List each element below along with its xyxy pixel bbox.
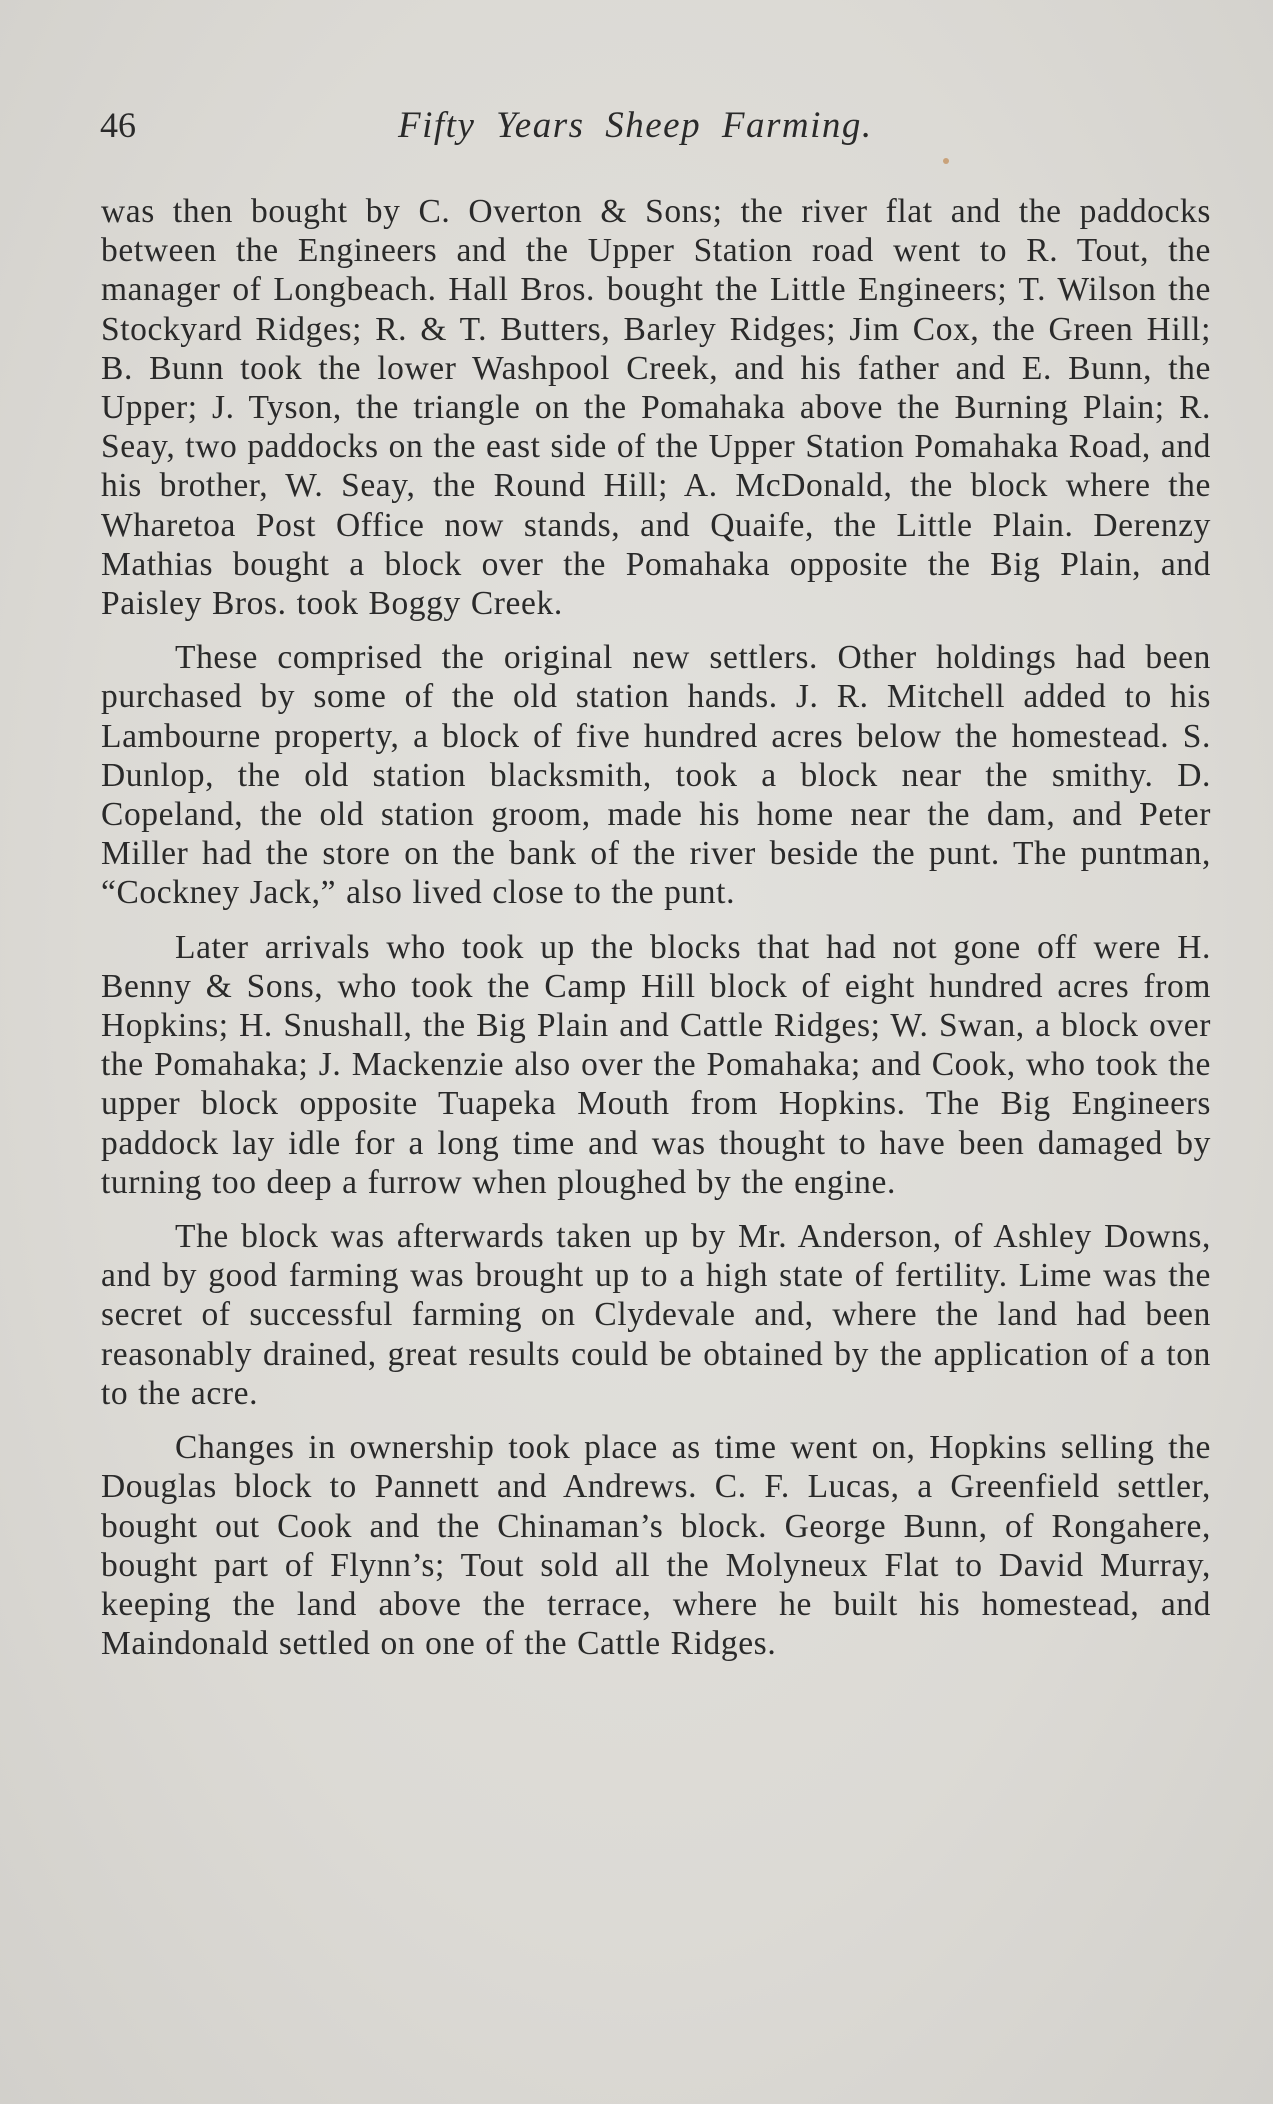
page-number: 46 [100, 105, 136, 145]
paragraph-4: The block was afterwards taken up by Mr. Anderson, of Ashley Downs, and by good farming was brought up to a high state of fertility. Lime was the secret of successful farming on Clydevale and, where the land had been reasonably drained, great results could be obtained by the application of a ton to the acre. [101, 1218, 1211, 1412]
paragraph-5: Changes in ownership took place as time went on, Hopkins selling the Douglas block to Pannett and Andrews. C. F. Lucas, a Greenfield settler, bought out Cook and the Chinaman’s block. George Bunn, of Rongahere, bought part of Flynn’s; Tout sold all the Molyneux Flat to David Murray, keeping the land above the terrace, where he built his homestead, and Maindonald settled on one of the Cattle Ridges. [101, 1429, 1211, 1663]
running-head: Fifty Years Sheep Farming. [398, 105, 873, 146]
paragraph-3: Later arrivals who took up the blocks that had not gone off were H. Benny & Sons, who took the Camp Hill block of eight hundred acres from Hopkins; H. Snushall, the Big Plain and Cattle Ridges; W. Swan, a block over the Pomahaka; J. Mackenzie also over the Pomahaka; and Cook, who took the upper block opposite Tuapeka Mouth from Hopkins. The Big Engineers paddock lay idle for a long time and was thought to have been damaged by turning too deep a furrow when ploughed by the engine. [101, 928, 1211, 1201]
paper-speck [943, 158, 949, 164]
paragraph-1: was then bought by C. Overton & Sons; the river flat and the paddocks between the Engineers and the Upper Station road went to R. Tout, the manager of Longbeach. Hall Bros. bought the Little Engineers; T. Wilson the Stockyard Ridges; R. & T. Butters, Barley Ridges; Jim Cox, the Green Hill; B. Bunn took the lower Washpool Creek, and his father and E. Bunn, the Upper; J. Tyson, the triangle on the Pomahaka above the Burning Plain; R. Seay, two paddocks on the east side of the Upper Station Pomahaka Road, and his brother, W. Seay, the Round Hill; A. McDonald, the block where the Wharetoa Post Office now stands, and Quaife, the Little Plain. Derenzy Mathias bought a block over the Pomahaka opposite the Big Plain, and Paisley Bros. took Boggy Creek. [101, 193, 1211, 623]
page-header [100, 104, 1210, 154]
body-text [101, 192, 1211, 1663]
paragraph-2: These comprised the original new settlers. Other holdings had been purchased by some of the old station hands. J. R. Mitchell added to his Lambourne property, a block of five hundred acres below the homestead. S. Dunlop, the old station blacksmith, took a block near the smithy. D. Copeland, the old station groom, made his home near the dam, and Peter Miller had the store on the bank of the river beside the punt. The puntman, “Cockney Jack,” also lived close to the punt. [101, 639, 1211, 912]
